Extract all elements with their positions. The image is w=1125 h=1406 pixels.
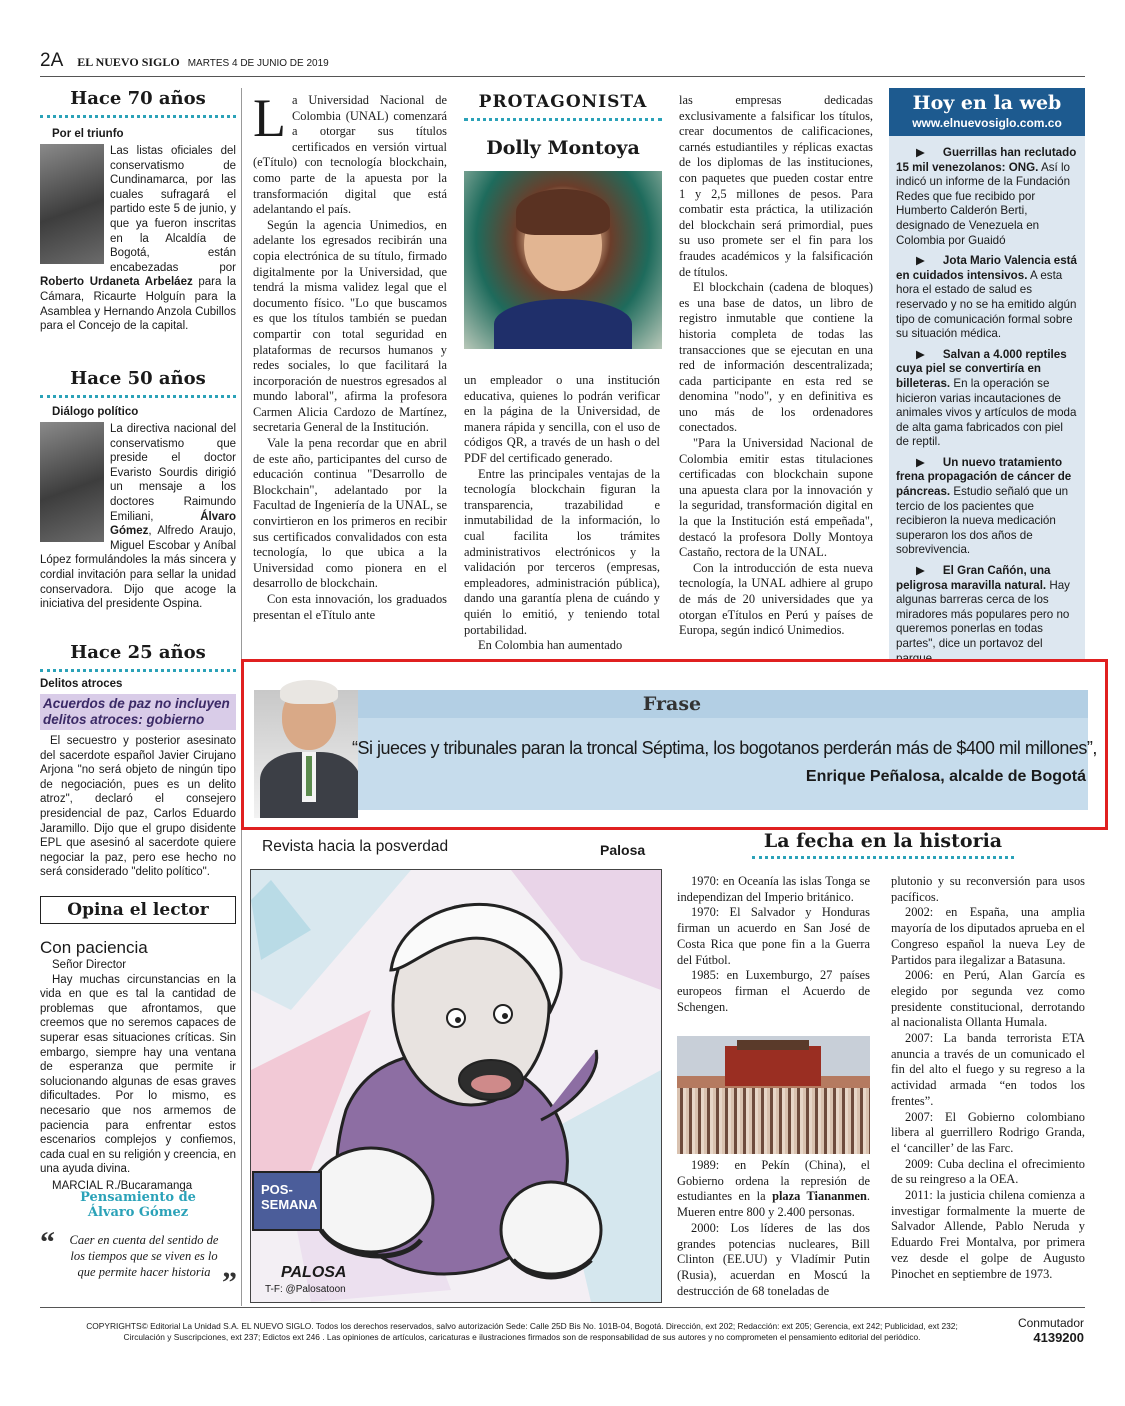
h25-section [40, 642, 236, 880]
article-col3: las empresas dedicadas exclusivamente a falsificar los títulos, crear documentos de calificaciones, carnés estudiantiles y réplicas exactas de los diplomas de las instituciones, con paquetes que pueden costar entre 1 y 2,5 millones de pesos. Para combatir esta práctica, la utilización del blockchain será primordial, pues su uso promete ser el fin para los fraudes académicos y la falsificación de títulos. El blockchain (cadena de bloques) es una base de datos, un libro de registro inmutable que contiene la historia completa de todas las transacciones que se ejecutan en una red de información descentralizada; cada participante en esta red se denomina "nodo", y en definitiva es uno más de los ordenadores conectados. "Para la Universidad Nacional de Colombia emitir estas titulaciones certificadas con blockchain supone una apuesta clara por la innovación y la seguridad, transformación digital en la que la Institución está empeñada", destacó la profesora Dolly Montoya Castaño, rectora de la UNAL. Con la introducción de esta nueva tecnología, la UNAL adhiere al grupo de más de 20 universidades que ya otorgan eTítulos en Perú y países de Europa, según indicó Unimedios. [679, 93, 873, 638]
article-col1: L a Universidad Nacional de Colombia (UNAL) comenzará a otorgar sus títulos certificados en versión virtual (eTítulo) con tecnología blockchain, como parte de la apuesta por la transformación digital que está adelantando el país. Según la agencia Unimedios, en adelante los egresados recibirán una copia electrónica de su título, firmado digitalmente por la Universidad, que tendrá la misma validez legal que el documento físico. "Lo que buscamos es que los títulos también se puedan compartir con total seguridad en plataformas de recursos humanos y redes sociales, lo que facilitará la incorporación de nuestros egresados al mundo laboral", afirma la profesora Carmen Alicia Cardozo de Martínez, secretaria General de la Institución. Vale la pena recordar que en abril de este año, participantes del curso de educación continua "Desarrollo de Blockchain", adelantado por la Facultad de Ingeniería de la UNAL, se convirtieron en los primeros en recibir sus certificados convalidados con esta tecnología, lo que ubica a la Universidad como pionera en el desarrollo de blockchain. Con esta innovación, los graduados presentan el eTítulo ante [253, 93, 447, 622]
opina-section [40, 896, 236, 1194]
h50-kicker: Diálogo político [52, 406, 139, 418]
quote-close-icon: ” [222, 1266, 237, 1299]
web-title: Hoy en la web [912, 92, 1062, 114]
web-box [889, 88, 1085, 660]
web-item[interactable]: ▶ El Gran Cañón, una peligrosa maravilla natural. Hay algunas barreras cerca de los miradores más populares pero no queremos ponerlas en todas partes", dice un portavoz del [896, 564, 1070, 650]
arrow-icon: ▶ [916, 347, 925, 361]
web-item[interactable]: ▶ Guerrillas han reclutado 15 mil venezolanos: ONG. Así lo indicó un informe de la Fundación Redes que fue recibido por Humberto Calderón Berti, designado de Venezuela en Colombia por Guaidó [896, 146, 1077, 247]
arrow-icon: ▶ [916, 146, 925, 159]
arrow-icon: ▶ [916, 455, 925, 469]
cartoon-signature: PALOSA [281, 1264, 347, 1281]
frase-title: Frase [642, 693, 702, 715]
history-title: La fecha en la historia [752, 830, 1014, 859]
cartoon-title-text: Revista hacia la posverdad [262, 838, 449, 855]
pensamiento-title: Pensamiento de Álvaro Gómez [80, 1190, 196, 1220]
h25-headline: Acuerdos de paz no incluyen delitos atroces: gobierno [40, 694, 236, 730]
pensamiento-section [40, 1190, 237, 1299]
opina-headline: Con paciencia [40, 938, 148, 957]
article-col2: un empleador o una institución educativa, quienes lo podrán verificar en la página de la Universidad, de manera rápida y sencilla, con el uso de códigos QR, a través de un hash o del PDF del certificado generado. Entre las principales ventajas de la tecnología blockchain figuran la transparencia, trazabilidad e inmutabilidad de la información, lo cual facilita los trámites administrativos electrónicos y la validación por terceros (empresas, empleadores, administración pública), dando una garantía plena de cuándo y quién lo emitió, y teniendo total portabilidad. En Colombia han aumentado [464, 373, 660, 653]
paper-date: MARTES 4 DE JUNIO DE 2019 [187, 58, 329, 69]
opina-signature: MARCIAL R./Bucaramanga [52, 1179, 193, 1192]
h25-kicker: Delitos atroces [40, 678, 123, 690]
cartoon-credit: T-F: @Palosatoon [265, 1284, 346, 1295]
left-column [40, 88, 236, 334]
protagonista-name: Dolly Montoya [486, 137, 640, 159]
h70-portrait [40, 144, 104, 264]
arrow-icon: ▶ [916, 564, 925, 578]
arrow-icon: ▶ [916, 254, 925, 268]
h50-portrait [40, 422, 104, 542]
h70-text: Las listas oficiales del conservatismo de Cundinamarca, por las cuales sufragará el partido este 5 de junio, y que ya fueron inscritas en la Alcaldía de Bogotá, están encabezadas por Roberto Urdaneta Arbeláez para la Cámara, Ricaurte Holguín para la Asamblea y Hernando Anzola Cubillos para el Concejo de la capital. [40, 145, 237, 333]
h70-kicker: Por el triunfo [52, 128, 124, 140]
protagonista-box [464, 88, 662, 349]
frase-box [241, 659, 1108, 830]
tiananmen-photo [677, 1036, 870, 1154]
cartoon-drawing [251, 870, 661, 1302]
page-number: 2A [40, 50, 64, 71]
web-item[interactable]: ▶ Salvan a 4.000 reptiles cuya piel se convertiría en billeteras. En la operación se hicieron varias incautaciones de animales vivos y artículos de moda de alta gama fabricados con piel de reptil. [896, 347, 1077, 449]
paper-name: EL NUEVO SIGLO [77, 55, 180, 69]
h25-text: El secuestro y posterior asesinato del sacerdote español Javier Cirujano Arjona "no será objeto de ningún tipo de negociación, pues es un delito atroz", declaró el consejero presidencial de paz, Carlos Eduardo Jaramillo. Dijo que el grupo disidente EPL que asesinó al sacerdote quiere negociar la paz, pero ese hecho no será considerado "delito político". [40, 735, 236, 879]
switch-label: Conmutador [1017, 1316, 1084, 1330]
penalosa-photo [254, 676, 358, 818]
h50-text: La directiva nacional del conservatismo que preside el doctor Evaristo Sourdis dirigió un mensaje a los doctores Raimundo Emiliani, Álvaro Gómez, Alfredo Araujo, Miguel Escobar y Aníbal López formulándoles la más sincera y cordial invitación para sellar la unidad conservadora. Dijo que acoge la iniciativa del presidente Ospina. [40, 423, 236, 611]
h25-title: Hace 25 años [40, 642, 236, 672]
opina-text: Hay muchas circunstancias en la vida en que es tal la cantidad de problemas que afrontamos, que creemos que no seremos capaces de superar esas situaciones críticas. Sin embargo, siempre hay una ventana de esperanza que permite ir solucionando algunas de esas graves dificultades. Por lo mismo, es necesario que nos armemos de paciencia para enfrentar estos escenarios complejos y confiemos, cada cual en su religión y creencia, en una ayuda divina. [40, 973, 236, 1176]
h70-title: Hace 70 años [40, 88, 236, 118]
protagonista-photo [464, 171, 662, 349]
quote-open-icon: “ [40, 1226, 55, 1259]
history-col1: 1970: en Oceanía las islas Tonga se independizan del Imperio británico. 1970: El Salvador y Honduras firman un acuerdo en San José de Costa Rica que pone fin a la Guerra del Fútbol. 1985: en Luxemburgo, 27 países europeos firman el Acuerdo de Schengen. [677, 874, 870, 1014]
history-title-wrap [752, 830, 1014, 859]
dropcap: L [253, 93, 286, 148]
cartoon-artist: Palosa [600, 842, 646, 858]
cartoon-panel [250, 869, 662, 1303]
footer-switchboard [1012, 1316, 1084, 1345]
h50-section [40, 368, 236, 612]
web-url[interactable]: www.elnuevosiglo.com.co [912, 116, 1062, 130]
h50-title: Hace 50 años [40, 368, 236, 398]
pensamiento-quote: Caer en cuenta del sentido de los tiempos que se viven es lo que permite hacer historia [69, 1233, 219, 1279]
opina-title: Opina el lector [40, 896, 236, 924]
footer-copyright: COPYRIGHTS© Editorial La Unidad S.A. EL NUEVO SIGLO. Todos los derechos reservados, salvo autorización Sede: Calle 25D Bis No. 101B-04, Bogotá. Dirección, ext 202; Redacción: ext 205; Gerencia, ext 242; Publicidad, ext 232; Circulación y Suscripciones, ext 237; Edictos ext 246 . Las opiniones de artículos, caricaturas e ilustraciones firmados son de responsabilidad de sus autores y no comprometen el pensamiento editorial del periódico. [86, 1321, 958, 1342]
protagonista-label: PROTAGONISTA [464, 88, 662, 121]
opina-salutation: Señor Director [52, 959, 127, 971]
web-item[interactable]: ▶ Un nuevo tratamiento frena propagación de cáncer de páncreas. Estudio señaló que un tercio de los pacientes que recibieron la nueva medicación superaron los dos años de sobrevivencia. [896, 455, 1072, 557]
cartoon-sign: POS- SEMANA [261, 1182, 318, 1212]
web-list [889, 136, 1085, 666]
history-col2: plutonio y su reconversión para usos pacíficos. 2002: en España, una amplia mayoría de los diputados aprueba en el Congreso español la nueva Ley de Partidos para ilegalizar a Batasuna. 2006: en Perú, Alan García es elegido por segunda vez como presidente constitucional, derrotando al nacionalista Ollanta Humala. 2007: La banda terrorista ETA anuncia a través de un comunicado el fin del alto el fuego y su regreso a la actividad armada “en todos los frentes”. 2007: El Gobierno colombiano libera al guerrillero Rodrigo Granda, el ‘canciller’ de las Farc. 2009: Cuba declina el ofrecimiento de su reingreso a la OEA. 2011: la justicia chilena comienza a investigar formalmente la muerte de Salvador Allende, Pablo Neruda y Eduardo Frei Montalva, por primera vez desde el golpe de Augusto Pinochet en septiembre de 1973. [891, 874, 1085, 1281]
web-item[interactable]: ▶ Jota Mario Valencia está en cuidados intensivos. A esta hora el estado de salud es reservado y no se ha emitido algún tipo de comunicación formal sobre su situación médica. [896, 254, 1077, 341]
frase-author: Enrique Peñalosa, alcalde de Bogotá [805, 768, 1086, 785]
frase-quote: “Si jueces y tribunales paran la troncal Séptima, los bogotanos perderán más de $400 mil millones”, [352, 738, 1097, 758]
page-header [40, 50, 329, 72]
history-col1b: 1989: en Pekín (China), el Gobierno ordena la represión de estudiantes en la plaza Tiananmen. Mueren entre 800 y 2.400 personas. 2000: Los líderes de las dos grandes potencias nucleares, Bill Clinton (EE.UU) y Vladímir Putin (Rusia), acuerdan en Moscú la destrucción de 68 toneladas de [677, 1158, 870, 1298]
switch-number: 4139200 [1033, 1330, 1084, 1345]
